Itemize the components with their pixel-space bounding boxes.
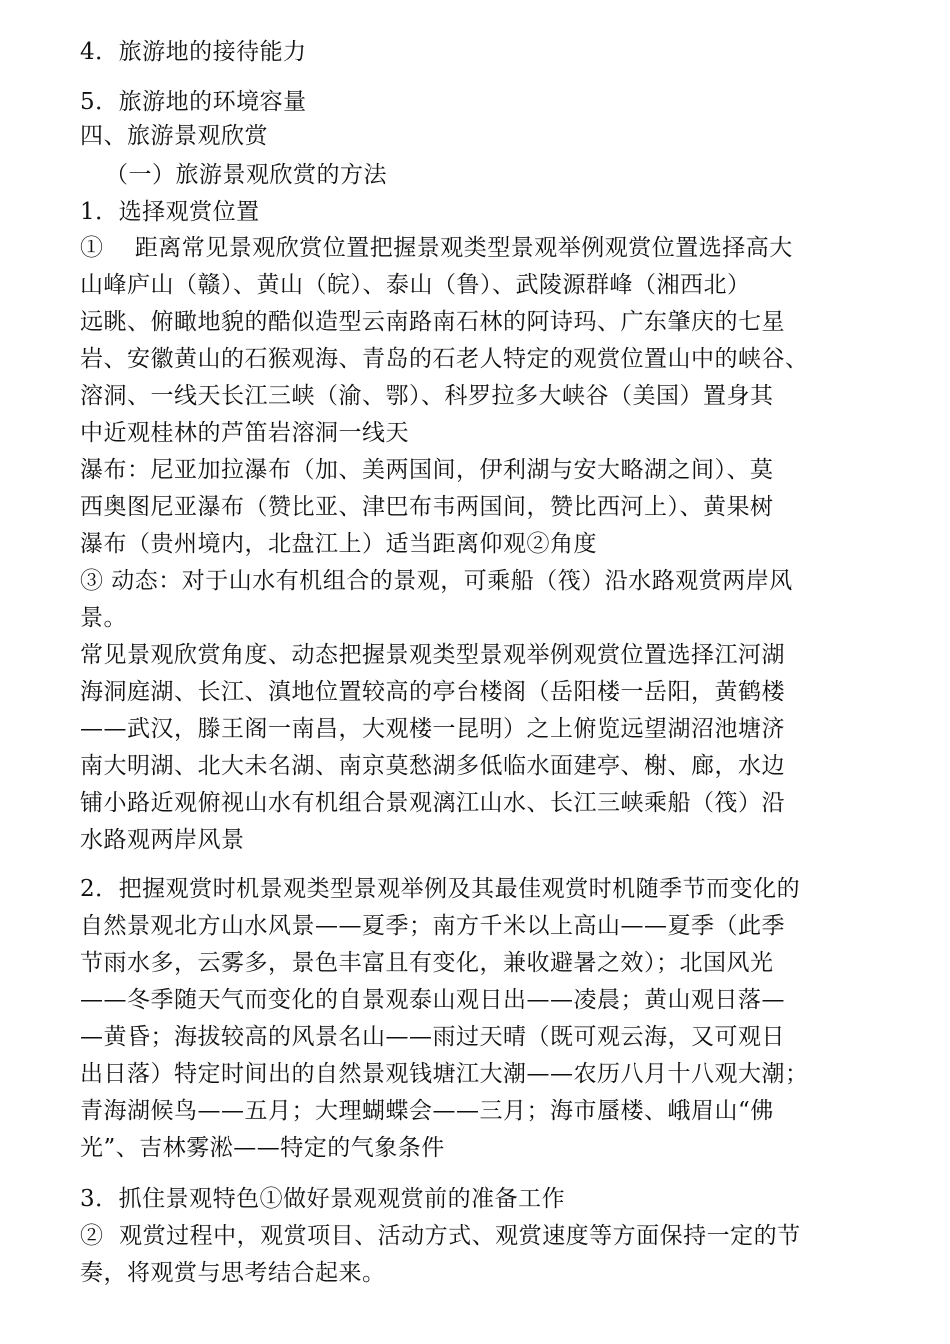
text-line: 溶洞、一线天长江三峡（渝、鄂）、科罗拉多大峡谷（美国）置身其 — [80, 383, 774, 409]
subsection-heading: （一）旅游景观欣赏的方法 — [105, 162, 387, 188]
text-line: ② 观赏过程中，观赏项目、活动方式、观赏速度等方面保持一定的节 — [80, 1223, 801, 1249]
text-line: 2．把握观赏时机景观类型景观举例及其最佳观赏时机随季节而变化的 — [80, 876, 801, 902]
text-line: ③ 动态：对于山水有机组合的景观，可乘船（筏）沿水路观赏两岸风 — [80, 568, 793, 594]
text-line: 铺小路近观俯视山水有机组合景观漓江山水、长江三峡乘船（筏）沿 — [80, 790, 785, 816]
text-line: 瀑布（贵州境内，北盘江上）适当距离仰观②角度 — [80, 531, 597, 557]
text-line: 奏，将观赏与思考结合起来。 — [80, 1260, 386, 1286]
text-line: 出日落）特定时间出的自然景观钱塘江大潮——农历八月十八观大潮； — [80, 1061, 809, 1087]
paragraph-landscape-features — [80, 1181, 870, 1292]
text-line: 南大明湖、北大未名湖、南京莫愁湖多低临水面建亭、榭、廊，水边 — [80, 753, 785, 779]
text-line: 水路观两岸风景 — [80, 827, 245, 853]
text-line: —黄昏；海拔较高的风景名山——雨过天晴（既可观云海，又可观日 — [80, 1024, 785, 1050]
text-line: 瀑布：尼亚加拉瀑布（加、美两国间，伊利湖与安大略湖之间）、莫 — [80, 457, 774, 483]
section-heading: 四、旅游景观欣赏 — [80, 123, 268, 149]
text-line: 3．抓住景观特色①做好景观观赏前的准备工作 — [80, 1186, 566, 1212]
text-line: 青海湖候鸟——五月；大理蝴蝶会——三月；海市蜃楼、峨眉山“佛 — [80, 1098, 774, 1124]
text-line: 自然景观北方山水风景——夏季；南方千米以上高山——夏季（此季 — [80, 913, 785, 939]
heading-item-5: 5．旅游地的环境容量 — [80, 89, 307, 115]
heading-item-4: 4．旅游地的接待能力 — [80, 39, 307, 65]
point-heading: 1．选择观赏位置 — [80, 199, 260, 225]
text-line: ——武汉，滕王阁一南昌，大观楼一昆明）之上俯览远望湖沼池塘济 — [80, 716, 785, 742]
text-line: 远眺、俯瞰地貌的酷似造型云南路南石林的阿诗玛、广东肇庆的七星 — [80, 309, 785, 335]
text-line: 节雨水多，云雾多，景色丰富且有变化，兼收避暑之效）；北国风光 — [80, 950, 774, 976]
text-line: 西奥图尼亚瀑布（赞比亚、津巴布韦两国间，赞比西河上）、黄果树 — [80, 494, 774, 520]
text-line: 景。 — [80, 605, 127, 631]
text-line: 岩、安徽黄山的石猴观海、青岛的石老人特定的观赏位置山中的峡谷、 — [80, 346, 809, 372]
paragraph-viewing-position — [80, 230, 870, 859]
paragraph-viewing-timing — [80, 871, 870, 1167]
text-line: 山峰庐山（赣）、黄山（皖）、泰山（鲁）、武陵源群峰（湘西北） — [80, 272, 751, 298]
text-line: 常见景观欣赏角度、动态把握景观类型景观举例观赏位置选择江河湖 — [80, 642, 785, 668]
text-line: 海洞庭湖、长江、滇地位置较高的亭台楼阁（岳阳楼一岳阳，黄鹤楼 — [80, 679, 785, 705]
text-line: 光”、吉林雾淞——特定的气象条件 — [80, 1135, 445, 1161]
text-line: ——冬季随天气而变化的自景观泰山观日出——凌晨；黄山观日落— — [80, 987, 785, 1013]
text-line: 中近观桂林的芦笛岩溶洞一线天 — [80, 420, 409, 446]
text-line: ① 距离常见景观欣赏位置把握景观类型景观举例观赏位置选择高大 — [80, 235, 793, 261]
